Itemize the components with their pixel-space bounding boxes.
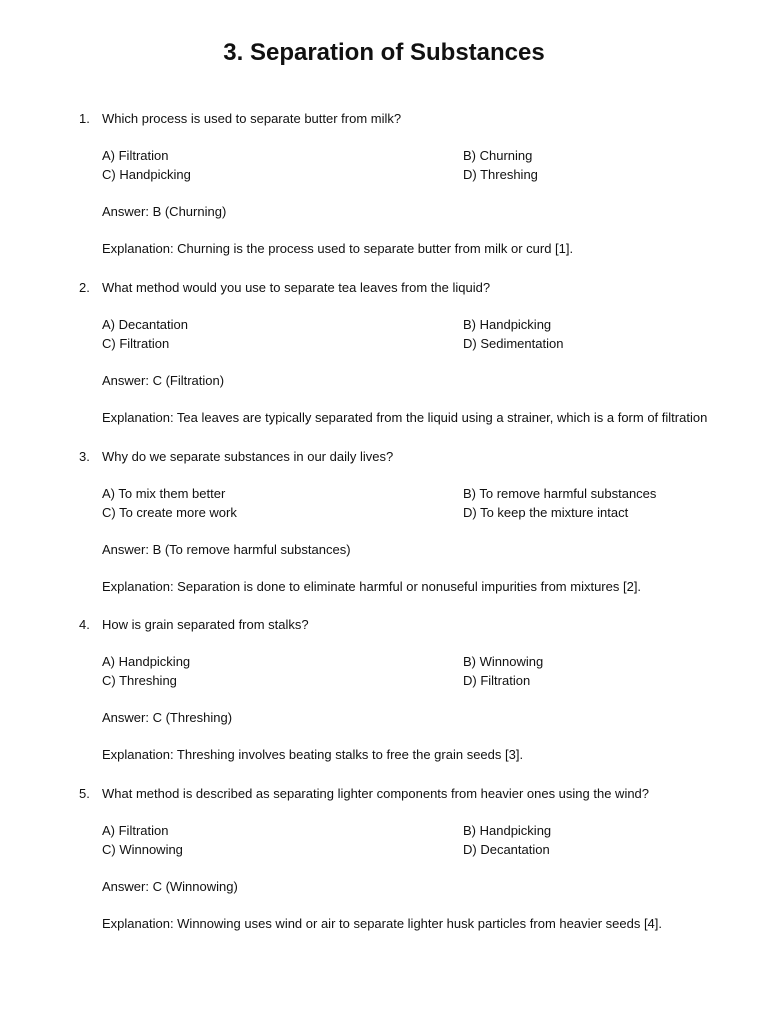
question-number: 4. — [79, 617, 90, 632]
option-c: C) Winnowing — [102, 842, 183, 857]
option-d: D) To keep the mixture intact — [463, 505, 629, 520]
explanation-line: Explanation: Separation is done to eliminate harmful or nonuseful impurities from mixtures [2]. — [102, 579, 642, 594]
question-text: What method would you use to separate tea leaves from the liquid? — [102, 280, 491, 295]
options-block — [0, 821, 768, 859]
question-2 — [0, 278, 768, 427]
question-text: Which process is used to separate butter from milk? — [102, 111, 402, 126]
option-d: D) Decantation — [463, 842, 550, 857]
option-a: A) Filtration — [102, 823, 169, 838]
option-a: A) Decantation — [102, 317, 188, 332]
option-d: D) Filtration — [463, 673, 531, 688]
answer-line: Answer: B (Churning) — [102, 204, 227, 219]
explanation-line: Explanation: Threshing involves beating stalks to free the grain seeds [3]. — [102, 747, 524, 762]
options-block — [0, 484, 768, 522]
question-number: 5. — [79, 786, 90, 801]
option-c: C) Filtration — [102, 336, 170, 351]
question-row — [0, 278, 768, 297]
answer-line: Answer: C (Threshing) — [102, 710, 233, 725]
question-row — [0, 615, 768, 634]
option-c: C) To create more work — [102, 505, 237, 520]
page-title: 3. Separation of Substances — [223, 39, 545, 66]
question-row — [0, 109, 768, 128]
option-b: B) Churning — [463, 148, 533, 163]
answer-line: Answer: C (Winnowing) — [102, 879, 238, 894]
question-5 — [0, 784, 768, 933]
option-a: A) To mix them better — [102, 486, 226, 501]
question-text: What method is described as separating lighter components from heavier ones using the wind? — [102, 786, 650, 801]
option-a: A) Filtration — [102, 148, 169, 163]
explanation-line: Explanation: Winnowing uses wind or air to separate lighter husk particles from heavier seeds [4]. — [102, 916, 663, 931]
options-block — [0, 146, 768, 184]
option-b: B) Winnowing — [463, 654, 544, 669]
answer-line: Answer: B (To remove harmful substances) — [102, 542, 351, 557]
option-c: C) Handpicking — [102, 167, 191, 182]
option-d: D) Threshing — [463, 167, 538, 182]
option-a: A) Handpicking — [102, 654, 191, 669]
question-text: How is grain separated from stalks? — [102, 617, 309, 632]
question-1 — [0, 109, 768, 258]
question-number: 2. — [79, 280, 90, 295]
options-block — [0, 315, 768, 353]
option-b: B) To remove harmful substances — [463, 486, 657, 501]
question-3 — [0, 447, 768, 596]
option-d: D) Sedimentation — [463, 336, 564, 351]
question-4 — [0, 615, 768, 764]
answer-line: Answer: C (Filtration) — [102, 373, 225, 388]
question-row — [0, 447, 768, 466]
option-b: B) Handpicking — [463, 823, 552, 838]
option-c: C) Threshing — [102, 673, 177, 688]
options-block — [0, 652, 768, 690]
option-b: B) Handpicking — [463, 317, 552, 332]
question-row — [0, 784, 768, 803]
question-text: Why do we separate substances in our daily lives? — [102, 449, 394, 464]
question-number: 3. — [79, 449, 90, 464]
explanation-line: Explanation: Churning is the process used to separate butter from milk or curd [1]. — [102, 241, 574, 256]
explanation-line: Explanation: Tea leaves are typically separated from the liquid using a strainer, which is a form of filtration — [102, 410, 708, 425]
question-number: 1. — [79, 111, 90, 126]
